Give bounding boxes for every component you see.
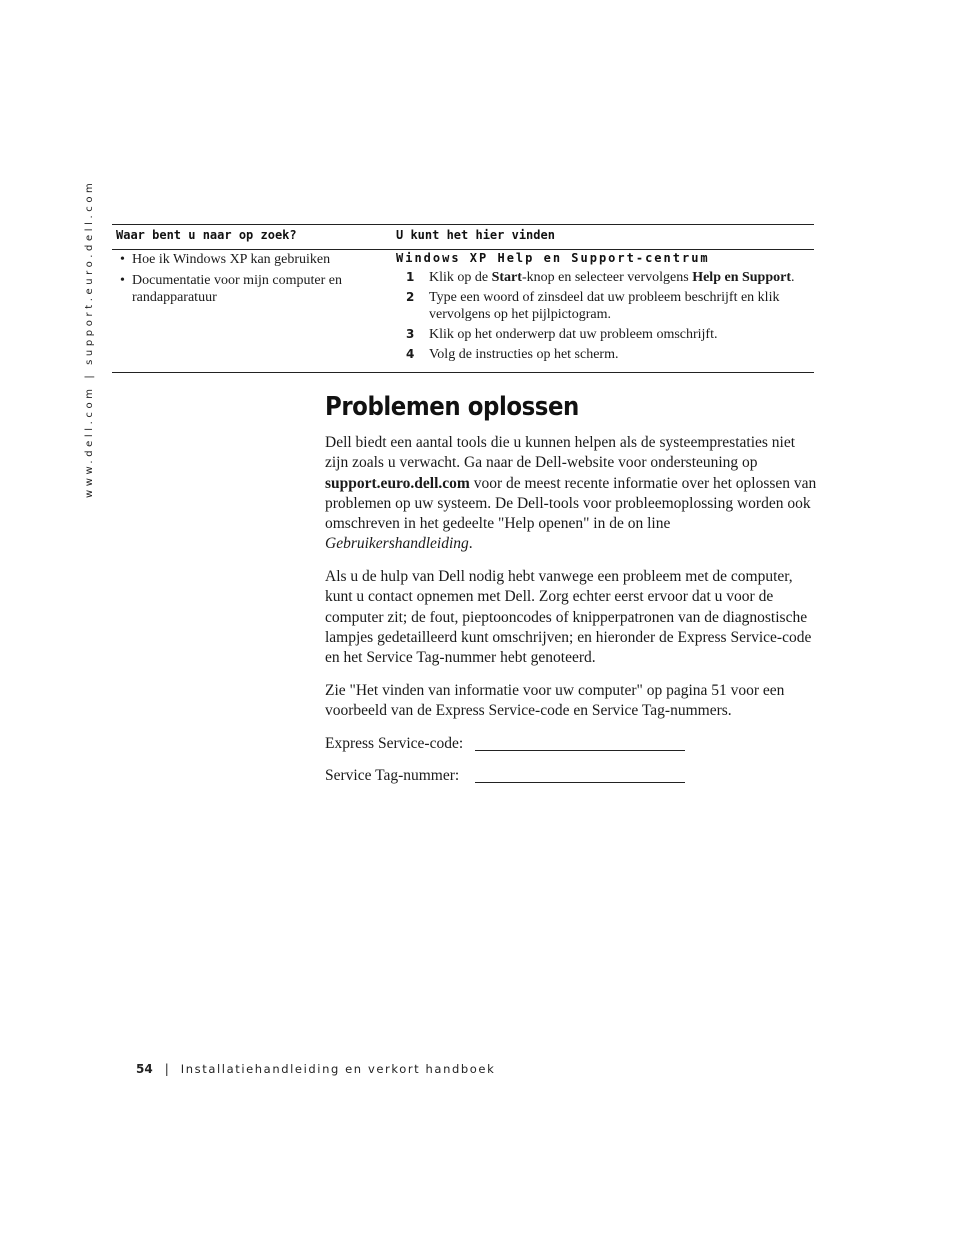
page-number: 54	[136, 1062, 153, 1076]
table-right-column	[396, 251, 806, 366]
express-service-code-field	[325, 734, 463, 754]
express-service-code-label: Express Service-code:	[325, 735, 464, 752]
paragraph-contact: Als u de hulp van Dell nodig hebt vanwege een probleem met de computer, kunt u contact opnemen met Dell. Zorg echter eerst ervoor dat u voor de computer zit; de fout, pieptooncodes of knipperpatronen van de diagnostische lampjes gedetailleerd kunt omschrijven; en hieronder de Express Service-code en het Service Tag-nummer hebt genoteerd.	[325, 568, 812, 667]
step-number: 3	[406, 327, 415, 341]
step-item: 3 Klik op het onderwerp dat uw probleem omschrijft.	[406, 327, 718, 342]
table-top-rule	[112, 224, 814, 225]
list-item: • Hoe ik Windows XP kan gebruiken	[120, 252, 331, 267]
step-item: 4 Volg de instructies op het scherm.	[406, 347, 619, 362]
step-number: 2	[406, 290, 415, 304]
table-left-column	[118, 251, 368, 310]
table-bottom-rule	[112, 372, 814, 373]
section-heading: Problemen oplossen	[325, 392, 579, 422]
table-header-left: Waar bent u naar op zoek?	[116, 228, 297, 242]
step-number: 1	[406, 270, 415, 284]
help-support-text: Help en Support	[692, 270, 792, 285]
bullet-icon: •	[120, 252, 125, 267]
step-item: 1 Klik op de Start-knop en selecteer vervolgens Help en Support.	[406, 270, 795, 285]
step-number: 4	[406, 347, 415, 361]
help-center-subhead: Windows XP Help en Support-centrum	[396, 251, 710, 265]
footer-title: Installatiehandleiding en verkort handboek	[180, 1062, 496, 1076]
service-tag-blank	[475, 782, 685, 783]
step-item: 2 Type een woord of zinsdeel dat uw probleem beschrijft en klik vervolgens op het pijlpictogram.	[406, 290, 780, 322]
start-button-text: Start	[491, 270, 522, 285]
table-header-rule	[112, 249, 814, 250]
support-website-link[interactable]: support.euro.dell.com	[325, 474, 470, 492]
service-tag-label: Service Tag-nummer:	[325, 767, 460, 784]
footer-separator: |	[164, 1062, 169, 1076]
side-url-text: www.dell.com | support.euro.dell.com	[84, 179, 95, 498]
paragraph-reference: Zie "Het vinden van informatie voor uw computer" op pagina 51 voor een voorbeeld van de Express Service-code en Service Tag-nummers.	[325, 682, 785, 720]
page-footer	[136, 1062, 495, 1076]
paragraph-intro: Dell biedt een aantal tools die u kunnen helpen als de systeemprestaties niet zijn zoals u verwacht. Ga naar de Dell-website voor ondersteuning op support.euro.dell.com voor de meest recente informatie over het oplossen van problemen op uw systeem. De Dell-tools voor probleemoplossing worden ook omschreven in het gedeelte "Help openen" in de on line Gebruikershandleiding.	[325, 434, 817, 553]
express-service-code-blank	[475, 750, 685, 751]
user-guide-title: Gebruikershandleiding	[325, 535, 469, 553]
list-item: • Documentatie voor mijn computer en randapparatuur	[120, 273, 342, 305]
table-header-right: U kunt het hier vinden	[396, 228, 555, 242]
bullet-icon: •	[120, 273, 125, 288]
service-tag-field	[325, 766, 459, 786]
